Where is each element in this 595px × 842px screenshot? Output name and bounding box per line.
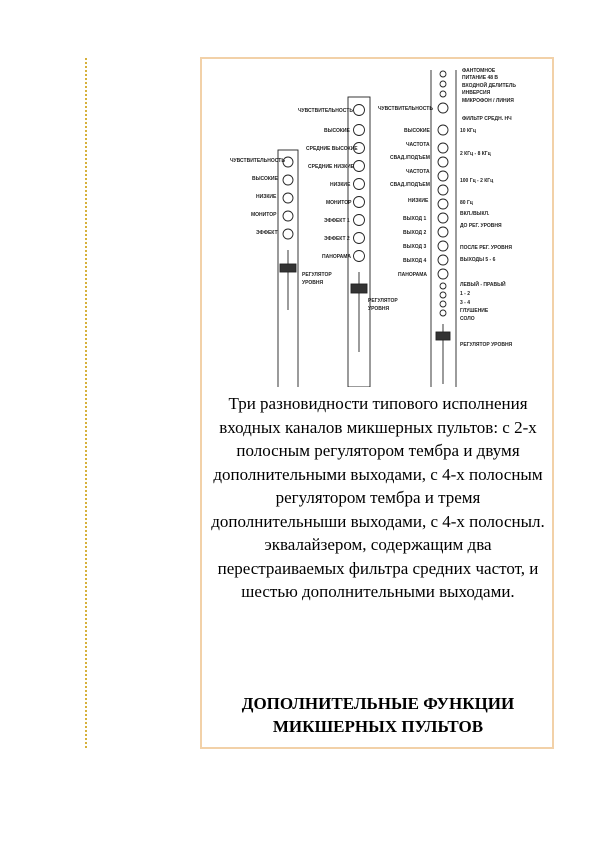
strip-3-note: 80 Гц (460, 200, 473, 206)
strip-3-label: ЧУВСТВИТЕЛЬНОСТЬ (378, 106, 433, 112)
strip-3-knob (438, 125, 448, 135)
strip-3-label: ПАНОРАМА (398, 272, 427, 278)
strip-3-note: СОЛО (460, 316, 475, 322)
strip-1-label: ЭФФЕКТ (256, 230, 278, 236)
strip-3-label: ЧАСТОТА (406, 169, 430, 175)
strip-3-switch (440, 310, 446, 316)
strip-1-fader-label: УРОВНЯ (302, 280, 324, 286)
strip-3-label: СВАД./ПОДЪЕМ (390, 155, 430, 161)
strip-3-note: ГЛУШЕНИЕ (460, 308, 489, 314)
strip-3-note: ВКЛ./ВЫКЛ. (460, 211, 490, 217)
strip-3-note: 10 КГц (460, 128, 476, 134)
strip-2-label: СРЕДНИЕ НИЗКИЕ (308, 164, 355, 170)
strip-3-switch (440, 81, 446, 87)
strip-2-knob (354, 105, 365, 116)
figure-caption: Три разновидности типового исполнения входных каналов микшерных пультов: с 2-х полосным регулятором тембра и двумя дополнительными выходами, с 4-х полосным регулятором тембра и тремя дополнительныши выходами, с 4-х полосныл. эквалайзером, содержащим два перестраиваемых фильтра средних частот, и шестью дополнительными выходами. (211, 394, 545, 601)
strip-3-note: ИНВЕРСИЯ (462, 90, 491, 96)
strip-3-knob (438, 255, 448, 265)
strip-3-label: СВАД./ПОДЪЕМ (390, 182, 430, 188)
strip-3-switch (440, 301, 446, 307)
strip-1-fader-cap (280, 264, 296, 272)
strip-3-switch (440, 283, 446, 289)
strip-3-note: 100 Гц - 2 КГц (460, 178, 494, 184)
strip-2-label: ПАНОРАМА (322, 254, 351, 260)
strip-1 (278, 150, 298, 387)
strip-3-note: ПИТАНИЕ 48 В (462, 75, 499, 81)
strip-3-note: ВЫХОДЫ 5 - 6 (460, 257, 496, 263)
strip-3-knob (438, 213, 448, 223)
strip-1-label: НИЗКИЕ (256, 194, 277, 200)
strip-2-label: ЭФФЕКТ 1 (324, 218, 350, 224)
strip-3-label: ВЫХОД 1 (403, 216, 427, 222)
strip-3-knob (438, 171, 448, 181)
strip-3-label: ВЫХОД 4 (403, 258, 427, 264)
strip-2-knob (354, 251, 365, 262)
strip-3-knob (438, 269, 448, 279)
section-heading-line: ДОПОЛНИТЕЛЬНЫЕ ФУНКЦИИ (241, 694, 515, 713)
strip-2-label: ВЫСОКИЕ (324, 128, 350, 134)
strip-3-note: ВХОДНОЙ ДЕЛИТЕЛЬ (462, 83, 516, 89)
strip-2-label: ЭФФЕКТ 2 (324, 236, 350, 242)
strip-3-label: ЧАСТОТА (406, 142, 430, 148)
strip-1-knob (283, 175, 293, 185)
strip-3-switch (440, 71, 446, 77)
strip-3-note: ДО РЕГ. УРОВНЯ (460, 223, 502, 229)
strip-3-note: 3 - 4 (460, 300, 471, 306)
strip-3-switch (440, 292, 446, 298)
strip-2-knob (354, 197, 365, 208)
strip-3-knob (438, 227, 448, 237)
section-heading-line: МИКШЕРНЫХ ПУЛЬТОВ (272, 717, 484, 736)
strip-3-note: МИКРОФОН / ЛИНИЯ (462, 98, 514, 104)
strip-3-note: 1 - 2 (460, 291, 471, 297)
strip-3-label: ВЫСОКИЕ (404, 128, 430, 134)
strip-2-label: МОНИТОР (326, 200, 352, 206)
strip-2-label: СРЕДНИЕ ВЫСОКИЕ (306, 146, 358, 152)
strip-2 (348, 97, 370, 387)
strip-3 (431, 70, 456, 387)
strip-3-knob (438, 241, 448, 251)
strip-3-knob (438, 143, 448, 153)
mixer-channel-svg (218, 62, 548, 387)
strip-3-label: ВЫХОД 3 (403, 244, 427, 250)
strip-3-knob (438, 157, 448, 167)
strip-1-label: ЧУВСТВИТЕЛЬНОСТЬ (230, 158, 285, 164)
strip-3-knob (438, 199, 448, 209)
strip-3-fader-cap (436, 332, 450, 340)
strip-2-label: НИЗКИЕ (330, 182, 351, 188)
strip-2-label: ЧУВСТВИТЕЛЬНОСТЬ (298, 108, 353, 114)
strip-2-knob (354, 161, 365, 172)
strip-2-fader-cap (351, 284, 367, 293)
strip-3-right-labels (460, 68, 516, 348)
strip-1-fader-label: РЕГУЛЯТОР (302, 272, 332, 278)
margin-rule (85, 58, 87, 748)
strip-3-note: ФАНТОМНОЕ (462, 68, 496, 74)
strip-3-label: НИЗКИЕ (408, 198, 429, 204)
strip-2-knob (354, 215, 365, 226)
strip-2-fader-label: УРОВНЯ (368, 306, 390, 312)
strip-3-label: ВЫХОД 2 (403, 230, 427, 236)
strip-1-label: МОНИТОР (251, 212, 277, 218)
strip-2-knob (354, 125, 365, 136)
strip-2-fader-label: РЕГУЛЯТОР (368, 298, 398, 304)
strip-3-note: ЛЕВЫЙ - ПРАВЫЙ (460, 282, 506, 288)
strip-3-switch (440, 91, 446, 97)
mixer-channel-diagram (218, 62, 548, 387)
strip-3-note: ПОСЛЕ РЕГ. УРОВНЯ (460, 245, 512, 251)
strip-1-knob (283, 193, 293, 203)
strip-3-knob (438, 185, 448, 195)
strip-1-knob (283, 211, 293, 221)
strip-1-label: ВЫСОКИЕ (252, 176, 278, 182)
strip-3-note: ФИЛЬТР СРЕДН. НЧ (462, 116, 512, 122)
strip-3-knob (438, 103, 448, 113)
strip-1-knob (283, 229, 293, 239)
strip-3-left-labels (378, 106, 433, 278)
strip-3-fader-label: РЕГУЛЯТОР УРОВНЯ (460, 342, 513, 348)
strip-2-knob (354, 233, 365, 244)
section-heading (206, 692, 550, 738)
strip-3-note: 2 КГц - 8 КГц (460, 151, 491, 157)
strip-2-knob (354, 179, 365, 190)
